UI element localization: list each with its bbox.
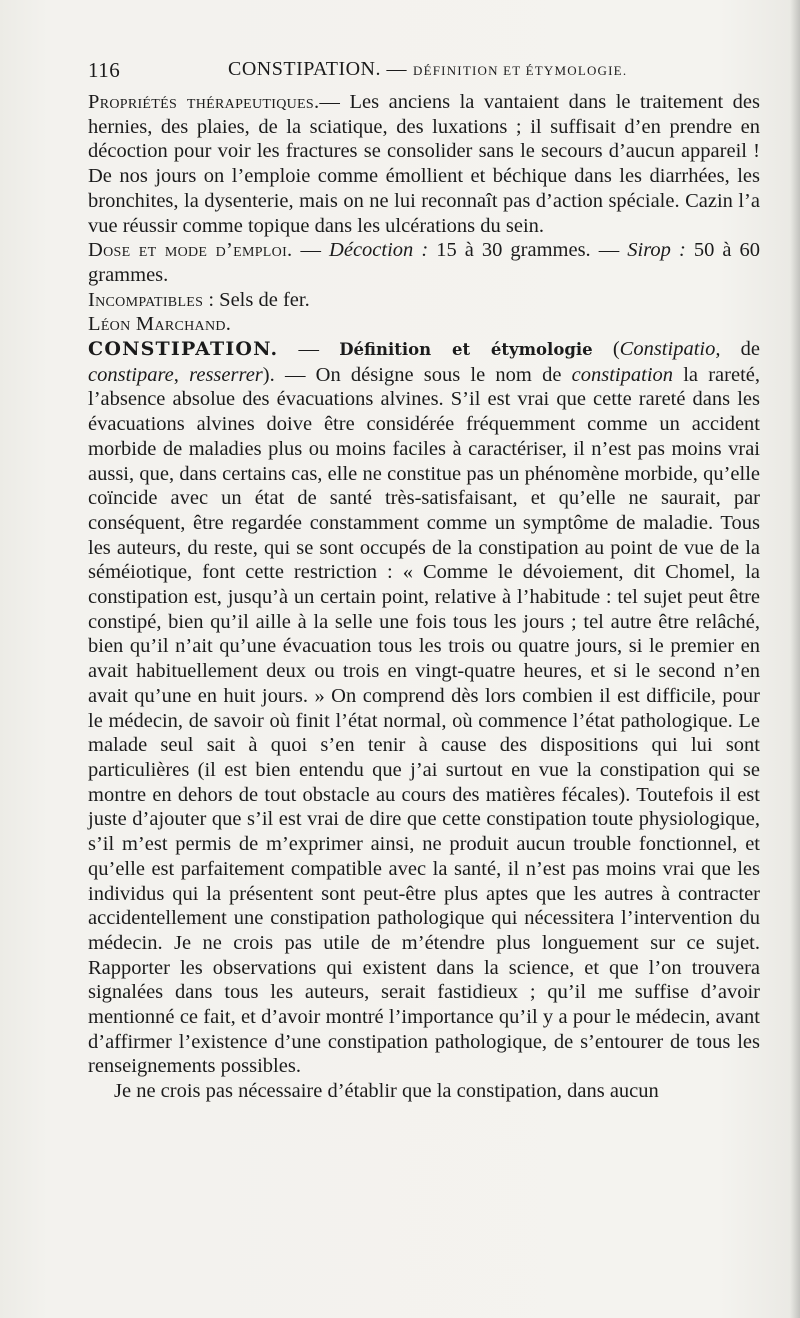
page-header: [88, 58, 760, 82]
page-edge-shadow: [790, 0, 800, 1318]
decoction-label: Décoction :: [329, 239, 429, 262]
article-dash: —: [278, 338, 340, 361]
dose-dash: —: [292, 239, 330, 262]
text-incompatibles: : Sels de fer.: [203, 288, 310, 311]
running-title: [228, 58, 627, 81]
constipare-term: constipare: [88, 363, 174, 386]
author-signature: Léon Marchand.: [88, 313, 232, 336]
paragraph-dose: [88, 238, 760, 287]
paragraph-last: Je ne crois pas nécessaire d’établir que la constipation, dans aucun: [114, 1080, 659, 1103]
article-text: la rareté, l’absence absolue des évacuations alvines. S’il est vrai que cette rareté dans les évacuations alvines doive être considérée fréquemment comme un accident morbide de maladies plus ou moins faciles à caractériser, il n’est pas moins vrai aussi, que, dans certains cas, elle ne constitue pas un phénomène morbide, qu’elle coïncide avec un état de santé très-satisfaisant, et qu’elle ne saurait, par conséquent, être regardée constamment comme un symptôme de maladie. Tous les auteurs, du reste, qui se sont occupés de la constipation au point de vue de la séméiotique, font cette restriction : « Comme le dévoiement, dit Chomel, la constipation est, jusqu’à un certain point, relative à l’habitude : tel sujet peut être constipé, bien qu’il aille à la selle une fois tous les jours ; tel autre être relâché, bien qu’il n’ait qu’une évacuation tous les trois ou quatre jours, si le premier en avait habituellement deux ou trois en vingt-quatre heures, et si le second n’en avait qu’une en huit jours. » On comprend dès lors combien il est difficile, pour le médecin, de savoir où finit l’état normal, où commence l’état pathologique. Le malade seul sait à quoi s’en tenir à cause des dispositions qui lui sont particulières (il est bien entendu que j’ai surtout en vue la constipation qui se montre en dehors de tout obstacle au cours des matières fécales). Toutefois il est juste d’ajouter que s’il est vrai de dire que cette constipation toute physiologique, s’il m’est permis de m’exprimer ainsi, ne produit aucun trouble fonctionnel, et qu’elle est parfaitement compatible avec la santé, il n’est pas moins vrai que les individus qui la présentent sont peut-être plus aptes que les autres à contracter accidentellement une constipation pathologique qui nécessitera l’intervention du médecin. Je ne crois pas utile de m’étendre plus longuement sur ce sujet. Rapporter les observations qui existent dans la science, et que l’on trouvera signalées dans tous les auteurs, serait fastidieux ; qu’il me suffise d’avoir mentionné ce fait, et d’avoir montré l’importance qu’il y a pour le médecin, avant d’affirmer l’existence d’une constipation pathologique, de s’entourer de tous les renseignements possibles.: [88, 363, 760, 1078]
sirop-value: 50 à 60 grammes.: [88, 239, 760, 286]
page-body: [88, 90, 760, 1104]
article-headword: CONSTIPATION.: [88, 338, 279, 361]
page-number: 116: [88, 58, 121, 82]
resserrer-term: resserrer: [189, 363, 263, 386]
text-proprietes: — Les anciens la vantaient dans le traitement des hernies, des plaies, de la sciatique, des luxations ; il suffisait d’en prendre en décoction pour voir les fractures se consolider sans le secours d’aucun appareil ! De nos jours on l’emploie comme émollient et béchique dans les diarrhées, les bronchites, la dysenterie, mais on ne lui reconnaît pas d’action spéciale. Cazin l’a vue réussir comme topique dans les ulcérations du sein.: [88, 91, 760, 237]
running-title-sub: DÉFINITION ET ÉTYMOLOGIE.: [413, 63, 628, 78]
article-close: ). —: [262, 363, 316, 386]
paragraph-article: [88, 337, 760, 1079]
article-subheading: Définition et étymologie: [339, 340, 593, 360]
label-dose: Dose et mode d’emploi.: [88, 239, 293, 262]
decoction-value: 15 à 30 grammes. —: [428, 239, 628, 262]
article-comma: ,: [173, 363, 190, 386]
label-proprietes: Propriétés thérapeutiques.: [88, 91, 320, 113]
constipation-term: constipation: [571, 363, 674, 386]
article-de: de: [720, 338, 760, 361]
article-text-start: On désigne sous le nom de: [315, 363, 572, 386]
paragraph-incompatibles: [88, 288, 760, 313]
latin-term: Constipatio,: [619, 338, 721, 361]
paragraph-proprietes: [88, 90, 760, 238]
article-open-paren: (: [592, 338, 620, 361]
sirop-label: Sirop :: [627, 239, 686, 262]
label-incompatibles: Incompatibles: [88, 288, 204, 311]
running-title-main: CONSTIPATION. —: [228, 58, 408, 80]
